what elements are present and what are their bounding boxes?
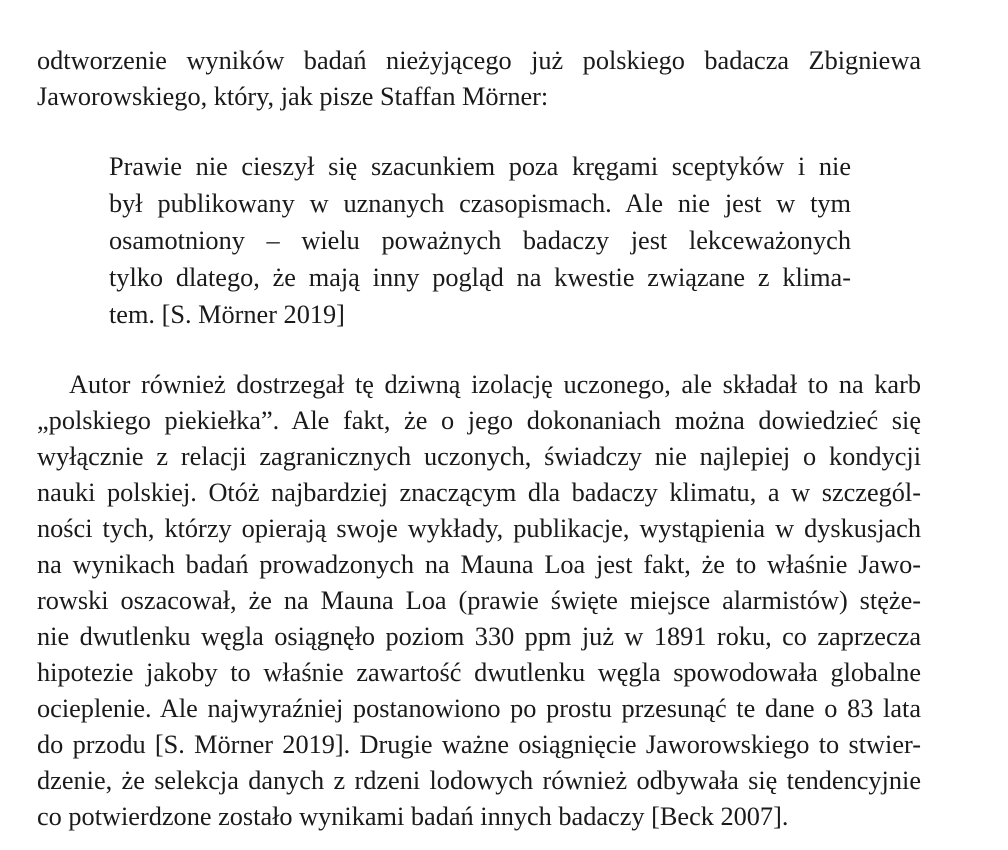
body-line: rowski oszacował, że na Mauna Loa (prawie święte miejsce alarmistów) stęże- xyxy=(37,586,921,615)
body-line: nauki polskiej. Otóż najbardziej znaczącym dla badaczy klimatu, a w szczegól- xyxy=(37,478,921,507)
intro-line: Jaworowskiego, który, jak pisze Staffan Mörner: xyxy=(37,82,549,111)
body-line: co potwierdzone zostało wynikami badań innych badaczy [Beck 2007]. xyxy=(37,802,789,831)
body-line: nie dwutlenku węgla osiągnęło poziom 330 ppm już w 1891 roku, co zaprzecza xyxy=(37,622,921,651)
body-line: ocieplenie. Ale najwyraźniej postanowiono po prostu przesunąć te dane o 83 lata xyxy=(37,694,921,723)
body-line: ności tych, którzy opierają swoje wykłady, publikacje, wystąpienia w dyskusjach xyxy=(37,514,921,543)
body-line: na wynikach badań prowadzonych na Mauna Loa jest fakt, że to właśnie Jawo- xyxy=(37,550,921,579)
body-line: wyłącznie z relacji zagranicznych uczonych, świadczy nie najlepiej o kondycji xyxy=(37,442,921,471)
body-line: dzenie, że selekcja danych z rdzeni lodowych również odbywała się tendencyjnie xyxy=(37,766,921,795)
quote-line: tem. [S. Mörner 2019] xyxy=(109,300,345,329)
body-line: hipotezie jakoby to właśnie zawartość dwutlenku węgla spowodowała globalne xyxy=(37,658,921,687)
body-line: „polskiego piekiełka”. Ale fakt, że o jego dokonaniach można dowiedzieć się xyxy=(37,406,921,435)
body-line: Autor również dostrzegał tę dziwną izolację uczonego, ale składał to na karb xyxy=(69,370,921,399)
quote-line: Prawie nie cieszył się szacunkiem poza kręgami sceptyków i nie xyxy=(109,152,851,181)
quote-line: osamotniony – wielu poważnych badaczy jest lekceważonych xyxy=(109,226,851,255)
intro-line: odtworzenie wyników badań nieżyjącego już polskiego badacza Zbigniewa xyxy=(37,46,921,75)
quote-line: był publikowany w uznanych czasopismach. Ale nie jest w tym xyxy=(109,189,851,218)
quote-line: tylko dlatego, że mają inny pogląd na kwestie związane z klima- xyxy=(109,263,851,292)
body-line: do przodu [S. Mörner 2019]. Drugie ważne osiągnięcie Jaworowskiego to stwier- xyxy=(37,730,921,759)
